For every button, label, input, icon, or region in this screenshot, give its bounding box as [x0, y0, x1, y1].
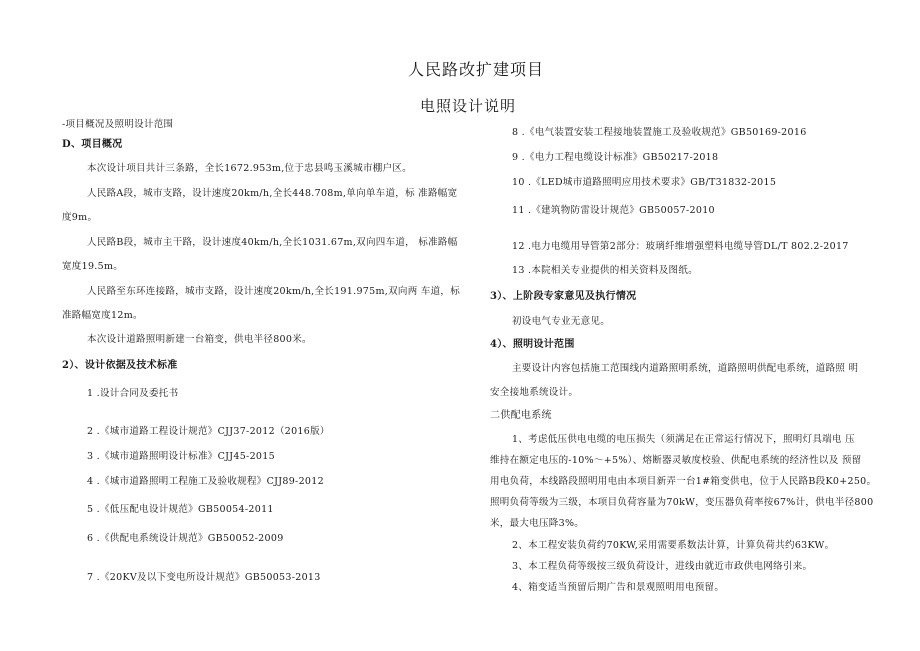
paragraph-2b: 度9m。	[62, 212, 98, 223]
standard-item: 1 .设计合同及委托书	[87, 388, 179, 399]
supply-para-1c: 用电负荷，本线路段照明用电由本项目新弄一台1#箱变供电，位于人民路B段K0+250。	[490, 476, 877, 487]
standard-item: 11 .《建筑物防雷设计规范》GB50057-2010	[512, 205, 715, 216]
standard-item: 2 .《城市道路工程设计规范》CJJ37-2012（2016版）	[87, 426, 330, 437]
paragraph-1: 本次设计项目共计三条路，全长1672.953m,位于忠县鸣玉溪城市棚户区。	[87, 163, 412, 174]
supply-para-1a: 1、考虑低压供电电缆的电压损失（须满足在正常运行情况下，照明灯具端电 压	[512, 434, 855, 445]
standard-item: 9 .《电力工程电缆设计标准》GB50217-2018	[512, 152, 719, 163]
paragraph-5: 本次设计道路照明新建一台箱变，供电半径800米。	[87, 334, 312, 345]
section4-text-b: 安全接地系统设计。	[490, 387, 579, 398]
standard-item: 7 .《20KV及以下变电所设计规范》GB50053-2013	[87, 572, 321, 583]
standard-item: 5 .《低压配电设计规范》GB50054-2011	[87, 504, 274, 515]
standard-item: 12 .电力电缆用导管第2部分：玻璃纤维增强塑料电缆导管DL/T 802.2-2017	[512, 241, 849, 252]
supply-para-4: 4、箱变适当预留后期广告和景观照明用电预留。	[512, 582, 725, 593]
standard-item: 3 .《城市道路照明设计标准》CJJ45-2015	[87, 451, 275, 462]
supply-para-1e: 米，最大电压降3%。	[490, 518, 585, 529]
document-title: 人民路改扩建项目	[408, 60, 545, 79]
supply-para-1d: 照明负荷等级为三级，本项目负荷容量为70kW，变压器负荷率按67%计，供电半径800	[490, 497, 874, 508]
supply-para-1b: 维持在额定电压的-10%～+5%）、熔断器灵敏度校验、供配电系统的经济性以及 预留	[490, 455, 862, 466]
section4-text-a: 主要设计内容包括施工范围线内道路照明系统，道路照明供配电系统，道路照 明	[512, 363, 859, 374]
section3-heading: 3）、上阶段专家意见及执行情况	[490, 291, 637, 302]
standard-item: 13 .本院相关专业提供的相关资料及图纸。	[512, 265, 698, 276]
standard-item: 8 .《电气装置安装工程接地装置施工及验收规范》GB50169-2016	[512, 127, 807, 138]
section3-text: 初设电气专业无意见。	[512, 316, 611, 327]
part2-heading: 二供配电系统	[490, 410, 552, 421]
standard-item: 6 .《供配电系统设计规范》GB50052-2009	[87, 533, 284, 544]
paragraph-4b: 准路幅宽度12m。	[62, 310, 143, 321]
paragraph-3a: 人民路B段，城市主干路，设计速度40km/h,全长1031.67m,双向四车道， 标准路幅	[87, 237, 458, 248]
section1-heading: D、项目概况	[62, 139, 123, 150]
document-subtitle: 电照设计说明	[420, 97, 517, 115]
part1-heading: -项目概况及照明设计范围	[62, 119, 174, 130]
section2-heading: 2）、设计依据及技术标准	[62, 360, 178, 371]
paragraph-4a: 人民路至东环连接路，城市支路，设计速度20km/h,全长191.975m,双向两 车道，标	[87, 286, 461, 297]
paragraph-3b: 宽度19.5m。	[62, 261, 124, 272]
standard-item: 4 .《城市道路照明工程施工及验收规程》CJJ89-2012	[87, 476, 324, 487]
section4-heading: 4）、照明设计范围	[490, 339, 575, 350]
supply-para-3: 3、本工程负荷等级按三级负荷设计，进线由就近市政供电网络引来。	[512, 561, 813, 572]
standard-item: 10 .《LED城市道路照明应用技术要求》GB/T31832-2015	[512, 177, 777, 188]
supply-para-2: 2、本工程安装负荷约70KW,采用需要系数法计算，计算负荷共约63KW。	[512, 540, 835, 551]
paragraph-2a: 人民路A段，城市支路，设计速度20km/h,全长448.708m,单向单车道，标 准路幅宽	[87, 188, 458, 199]
